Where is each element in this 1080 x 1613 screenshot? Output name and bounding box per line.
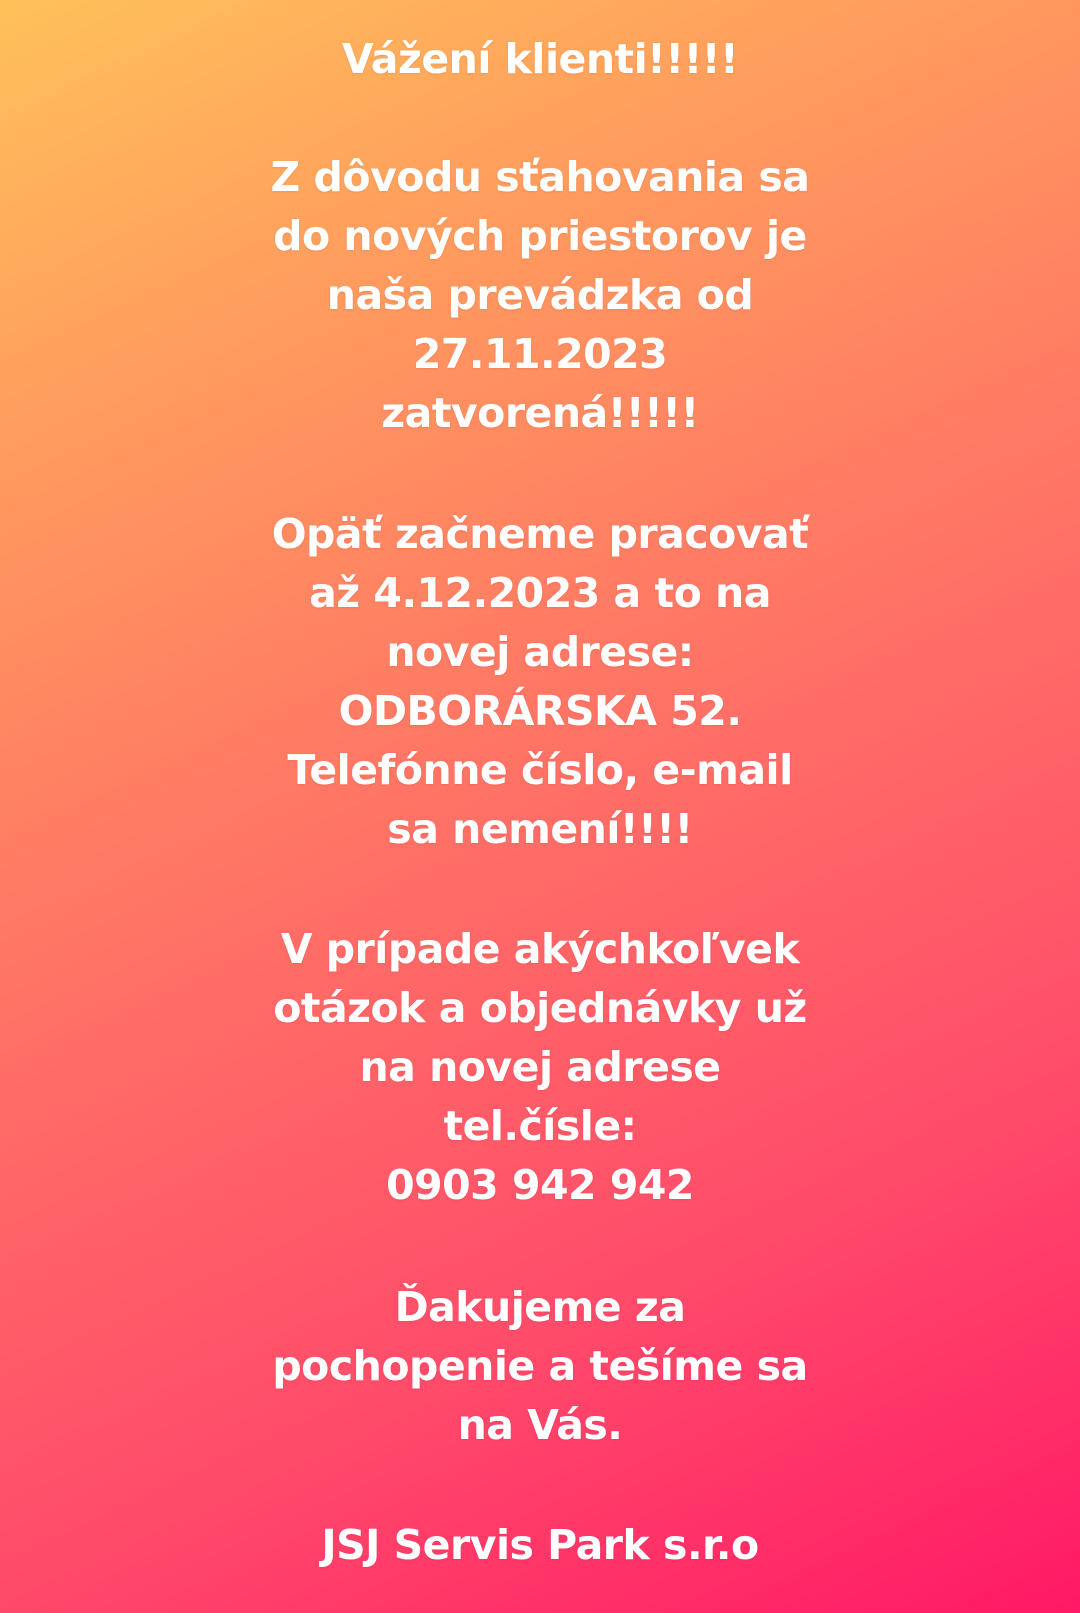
reopening-line: novej adrese: [386, 628, 694, 676]
reopening-line: až 4.12.2023 a to na [309, 569, 771, 617]
company-signature: JSJ Servis Park s.r.o [321, 1521, 759, 1569]
thanks-line: pochopenie a tešíme sa [272, 1342, 808, 1390]
thanks-line: na Vás. [457, 1401, 623, 1449]
closure-line: do nových priestorov je [273, 212, 807, 260]
closure-line: Z dôvodu sťahovania sa [270, 153, 810, 201]
reopening-paragraph [0, 505, 1080, 859]
new-address: ODBORÁRSKA 52. [338, 687, 742, 735]
phone-number: 0903 942 942 [386, 1161, 694, 1209]
greeting-block [0, 30, 1080, 89]
closure-date: 27.11.2023 [412, 330, 668, 378]
contact-paragraph [0, 920, 1080, 1215]
reopening-line: Opäť začneme pracovať [271, 510, 809, 558]
contact-line: na novej adrese [359, 1043, 721, 1091]
closure-line: naša prevádzka od [326, 271, 754, 319]
thanks-paragraph [0, 1278, 1080, 1455]
contact-line: tel.čísle: [443, 1102, 637, 1150]
thanks-line: Ďakujeme za [394, 1283, 686, 1331]
reopening-line: sa nemení!!!! [387, 805, 693, 853]
greeting-heading: Vážení klienti!!!!! [341, 35, 739, 83]
contact-line: otázok a objednávky už [273, 984, 807, 1032]
closure-paragraph [0, 148, 1080, 443]
signature-block [0, 1516, 1080, 1575]
closure-line: zatvorená!!!!! [381, 389, 699, 437]
contact-line: V prípade akýchkoľvek [280, 925, 800, 973]
reopening-line: Telefónne číslo, e-mail [287, 746, 793, 794]
